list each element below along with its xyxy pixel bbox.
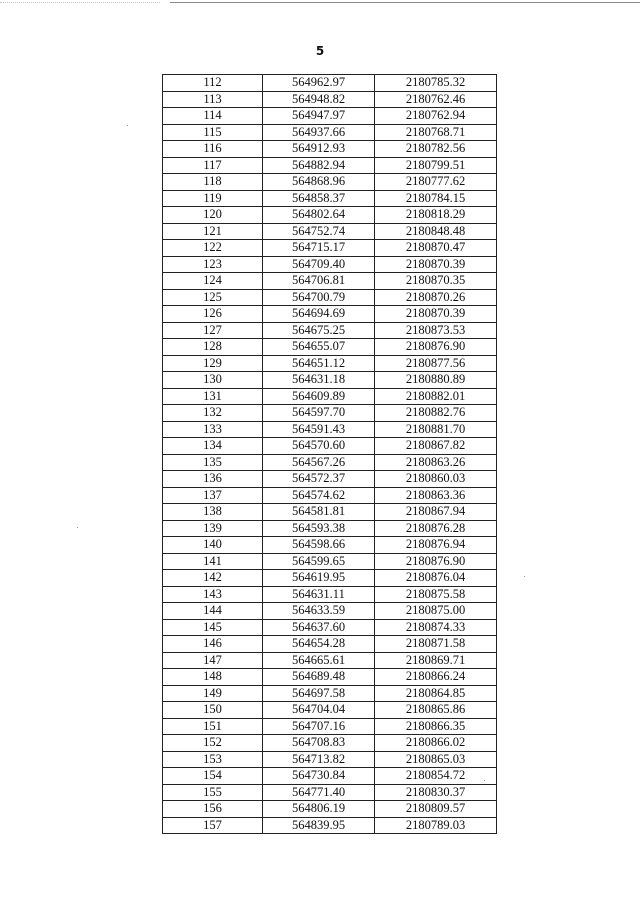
table-row [163,240,497,257]
x-coordinate-cell: 564937.66 [263,124,375,141]
x-coordinate-cell: 564730.84 [263,768,375,785]
point-number-cell: 133 [163,421,263,438]
point-number-cell: 146 [163,636,263,653]
y-coordinate-cell: 2180870.26 [375,289,497,306]
y-coordinate-cell: 2180830.37 [375,784,497,801]
x-coordinate-cell: 564651.12 [263,355,375,372]
point-number-cell: 122 [163,240,263,257]
y-coordinate-cell: 2180865.03 [375,751,497,768]
x-coordinate-cell: 564839.95 [263,817,375,834]
table-row [163,487,497,504]
table-row [163,223,497,240]
point-number-cell: 115 [163,124,263,141]
x-coordinate-cell: 564665.61 [263,652,375,669]
point-number-cell: 126 [163,306,263,323]
point-number-cell: 156 [163,801,263,818]
x-coordinate-cell: 564572.37 [263,471,375,488]
table-row [163,702,497,719]
x-coordinate-cell: 564802.64 [263,207,375,224]
x-coordinate-cell: 564609.89 [263,388,375,405]
point-number-cell: 148 [163,669,263,686]
y-coordinate-cell: 2180877.56 [375,355,497,372]
x-coordinate-cell: 564704.04 [263,702,375,719]
x-coordinate-cell: 564694.69 [263,306,375,323]
y-coordinate-cell: 2180875.00 [375,603,497,620]
table-row [163,553,497,570]
table-row [163,421,497,438]
x-coordinate-cell: 564599.65 [263,553,375,570]
top-rule [170,2,640,3]
x-coordinate-cell: 564700.79 [263,289,375,306]
x-coordinate-cell: 564633.59 [263,603,375,620]
point-number-cell: 152 [163,735,263,752]
point-number-cell: 140 [163,537,263,554]
y-coordinate-cell: 2180880.89 [375,372,497,389]
point-number-cell: 136 [163,471,263,488]
y-coordinate-cell: 2180874.33 [375,619,497,636]
y-coordinate-cell: 2180875.58 [375,586,497,603]
y-coordinate-cell: 2180785.32 [375,75,497,92]
coordinates-table [162,74,497,834]
point-number-cell: 117 [163,157,263,174]
scan-speck [127,125,128,126]
y-coordinate-cell: 2180799.51 [375,157,497,174]
x-coordinate-cell: 564806.19 [263,801,375,818]
table-row [163,652,497,669]
table-row [163,124,497,141]
x-coordinate-cell: 564637.60 [263,619,375,636]
x-coordinate-cell: 564581.81 [263,504,375,521]
table-row [163,256,497,273]
x-coordinate-cell: 564689.48 [263,669,375,686]
table-row [163,619,497,636]
x-coordinate-cell: 564567.26 [263,454,375,471]
table-row [163,751,497,768]
table-row [163,636,497,653]
table-row [163,388,497,405]
y-coordinate-cell: 2180789.03 [375,817,497,834]
y-coordinate-cell: 2180860.03 [375,471,497,488]
y-coordinate-cell: 2180870.35 [375,273,497,290]
table-row [163,735,497,752]
table-row [163,520,497,537]
coordinates-table-body [163,75,497,834]
y-coordinate-cell: 2180870.47 [375,240,497,257]
table-row [163,669,497,686]
x-coordinate-cell: 564655.07 [263,339,375,356]
point-number-cell: 127 [163,322,263,339]
point-number-cell: 142 [163,570,263,587]
y-coordinate-cell: 2180881.70 [375,421,497,438]
point-number-cell: 120 [163,207,263,224]
x-coordinate-cell: 564715.17 [263,240,375,257]
y-coordinate-cell: 2180864.85 [375,685,497,702]
x-coordinate-cell: 564771.40 [263,784,375,801]
y-coordinate-cell: 2180854.72 [375,768,497,785]
point-number-cell: 150 [163,702,263,719]
point-number-cell: 113 [163,91,263,108]
table-row [163,817,497,834]
point-number-cell: 138 [163,504,263,521]
point-number-cell: 121 [163,223,263,240]
y-coordinate-cell: 2180869.71 [375,652,497,669]
scan-speck [77,527,78,528]
table-row [163,768,497,785]
table-row [163,306,497,323]
table-row [163,108,497,125]
point-number-cell: 134 [163,438,263,455]
y-coordinate-cell: 2180876.90 [375,553,497,570]
scan-speck [484,780,485,781]
point-number-cell: 135 [163,454,263,471]
table-row [163,174,497,191]
table-row [163,322,497,339]
point-number-cell: 112 [163,75,263,92]
point-number-cell: 141 [163,553,263,570]
y-coordinate-cell: 2180882.76 [375,405,497,422]
top-dotted-rule [0,2,160,3]
table-row [163,339,497,356]
point-number-cell: 125 [163,289,263,306]
y-coordinate-cell: 2180876.28 [375,520,497,537]
point-number-cell: 153 [163,751,263,768]
x-coordinate-cell: 564591.43 [263,421,375,438]
point-number-cell: 131 [163,388,263,405]
table-row [163,537,497,554]
x-coordinate-cell: 564962.97 [263,75,375,92]
x-coordinate-cell: 564570.60 [263,438,375,455]
x-coordinate-cell: 564593.38 [263,520,375,537]
x-coordinate-cell: 564619.95 [263,570,375,587]
x-coordinate-cell: 564631.11 [263,586,375,603]
table-row [163,91,497,108]
y-coordinate-cell: 2180866.35 [375,718,497,735]
point-number-cell: 116 [163,141,263,158]
table-row [163,372,497,389]
y-coordinate-cell: 2180848.48 [375,223,497,240]
table-row [163,157,497,174]
x-coordinate-cell: 564675.25 [263,322,375,339]
point-number-cell: 143 [163,586,263,603]
table-row [163,438,497,455]
y-coordinate-cell: 2180782.56 [375,141,497,158]
x-coordinate-cell: 564707.16 [263,718,375,735]
x-coordinate-cell: 564631.18 [263,372,375,389]
x-coordinate-cell: 564598.66 [263,537,375,554]
y-coordinate-cell: 2180876.94 [375,537,497,554]
x-coordinate-cell: 564868.96 [263,174,375,191]
y-coordinate-cell: 2180865.86 [375,702,497,719]
point-number-cell: 155 [163,784,263,801]
point-number-cell: 154 [163,768,263,785]
y-coordinate-cell: 2180870.39 [375,306,497,323]
x-coordinate-cell: 564713.82 [263,751,375,768]
table-row [163,207,497,224]
x-coordinate-cell: 564912.93 [263,141,375,158]
point-number-cell: 147 [163,652,263,669]
table-row [163,454,497,471]
x-coordinate-cell: 564948.82 [263,91,375,108]
point-number-cell: 151 [163,718,263,735]
point-number-cell: 139 [163,520,263,537]
point-number-cell: 114 [163,108,263,125]
point-number-cell: 129 [163,355,263,372]
table-row [163,471,497,488]
table-row [163,603,497,620]
point-number-cell: 130 [163,372,263,389]
y-coordinate-cell: 2180866.24 [375,669,497,686]
point-number-cell: 118 [163,174,263,191]
x-coordinate-cell: 564708.83 [263,735,375,752]
point-number-cell: 123 [163,256,263,273]
point-number-cell: 137 [163,487,263,504]
y-coordinate-cell: 2180809.57 [375,801,497,818]
table-row [163,718,497,735]
table-row [163,75,497,92]
table-row [163,504,497,521]
x-coordinate-cell: 564882.94 [263,157,375,174]
table-row [163,289,497,306]
table-row [163,273,497,290]
point-number-cell: 128 [163,339,263,356]
y-coordinate-cell: 2180762.46 [375,91,497,108]
y-coordinate-cell: 2180876.90 [375,339,497,356]
table-row [163,586,497,603]
table-row [163,405,497,422]
point-number-cell: 124 [163,273,263,290]
x-coordinate-cell: 564574.62 [263,487,375,504]
scan-speck [524,576,525,577]
x-coordinate-cell: 564597.70 [263,405,375,422]
point-number-cell: 132 [163,405,263,422]
table-row [163,685,497,702]
point-number-cell: 145 [163,619,263,636]
x-coordinate-cell: 564858.37 [263,190,375,207]
y-coordinate-cell: 2180863.36 [375,487,497,504]
y-coordinate-cell: 2180876.04 [375,570,497,587]
y-coordinate-cell: 2180882.01 [375,388,497,405]
y-coordinate-cell: 2180871.58 [375,636,497,653]
table-row [163,570,497,587]
point-number-cell: 157 [163,817,263,834]
point-number-cell: 119 [163,190,263,207]
x-coordinate-cell: 564752.74 [263,223,375,240]
table-row [163,355,497,372]
x-coordinate-cell: 564697.58 [263,685,375,702]
table-row [163,190,497,207]
x-coordinate-cell: 564709.40 [263,256,375,273]
table-row [163,141,497,158]
y-coordinate-cell: 2180870.39 [375,256,497,273]
y-coordinate-cell: 2180784.15 [375,190,497,207]
page-number: 5 [315,44,325,58]
y-coordinate-cell: 2180867.82 [375,438,497,455]
y-coordinate-cell: 2180866.02 [375,735,497,752]
y-coordinate-cell: 2180818.29 [375,207,497,224]
y-coordinate-cell: 2180863.26 [375,454,497,471]
y-coordinate-cell: 2180777.62 [375,174,497,191]
x-coordinate-cell: 564947.97 [263,108,375,125]
y-coordinate-cell: 2180873.53 [375,322,497,339]
point-number-cell: 149 [163,685,263,702]
x-coordinate-cell: 564706.81 [263,273,375,290]
table-row [163,784,497,801]
y-coordinate-cell: 2180762.94 [375,108,497,125]
y-coordinate-cell: 2180867.94 [375,504,497,521]
y-coordinate-cell: 2180768.71 [375,124,497,141]
table-row [163,801,497,818]
point-number-cell: 144 [163,603,263,620]
x-coordinate-cell: 564654.28 [263,636,375,653]
